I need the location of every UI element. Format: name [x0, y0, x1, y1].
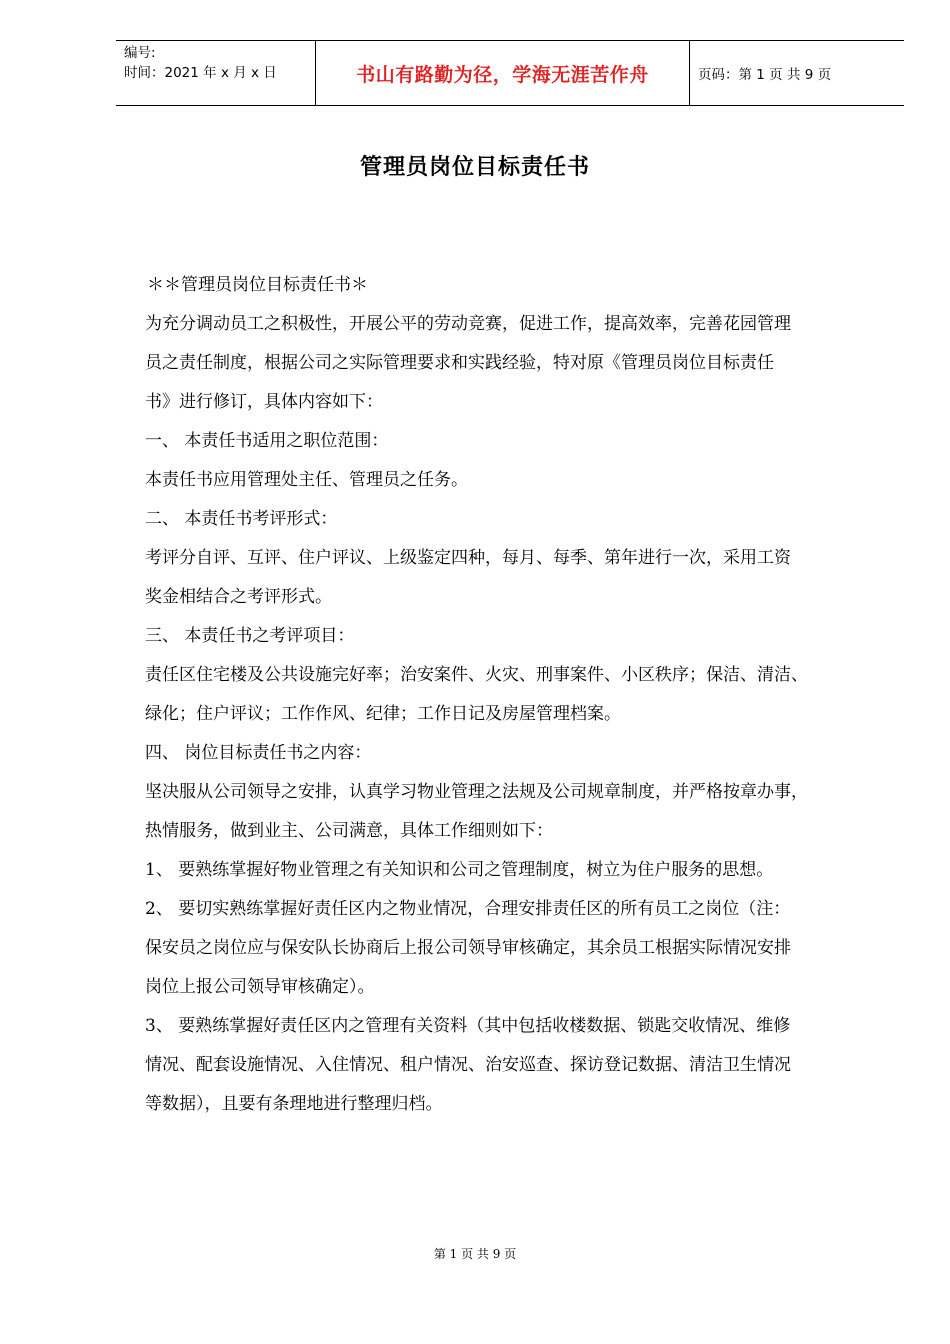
section-heading: 三、 本责任书之考评项目： [145, 626, 355, 646]
body-subtitle: ＊＊管理员岗位目标责任书＊ [147, 275, 368, 295]
page-footer: 第 1 页 共 9 页 [433, 1247, 517, 1261]
section-heading: 二、 本责任书考评形式： [145, 509, 338, 529]
header-table [116, 40, 904, 106]
document-title: 管理员岗位目标责任书 [359, 155, 590, 180]
list-item: 2、 要切实熟练掌握好责任区内之物业情况，合理安排责任区的所有员工之岗位（注： [145, 899, 791, 919]
section-heading: 四、 岗位目标责任书之内容： [145, 743, 372, 763]
section-text: 考评分自评、互评、住户评议、上级鉴定四种，每月、每季、第年进行一次，采用工资 [145, 548, 791, 568]
list-item: 1、 要熟练掌握好物业管理之有关知识和公司之管理制度，树立为住户服务的思想。 [145, 860, 774, 880]
list-item: 3、 要熟练掌握好责任区内之管理有关资料（其中包括收楼数据、锁匙交收情况、维修 [145, 1016, 791, 1036]
header-motto: 书山有路勤为径，学海无涯苦作舟 [316, 41, 690, 105]
intro-line: 书》进行修订，具体内容如下： [145, 392, 383, 412]
header-page-label: 页码：第 1 页 共 9 页 [698, 67, 832, 83]
list-item-continued: 等数据），且要有条理地进行整理归档。 [145, 1094, 443, 1114]
document-number-label: 编号: [124, 45, 156, 61]
document-time-label: 时间：2021 年 x 月 x 日 [124, 65, 277, 81]
section-text: 热情服务，做到业主、公司满意，具体工作细则如下： [145, 821, 553, 841]
list-item-continued: 岗位上报公司领导审核确定）。 [145, 977, 375, 997]
section-text: 本责任书应用管理处主任、管理员之任务。 [145, 470, 468, 490]
section-text: 坚决服从公司领导之安排，认真学习物业管理之法规及公司规章制度，并严格按章办事， [145, 782, 808, 802]
section-text: 奖金相结合之考评形式。 [145, 587, 332, 607]
intro-line: 员之责任制度，根据公司之实际管理要求和实践经验，特对原《管理员岗位目标责任 [145, 353, 774, 373]
section-heading: 一、 本责任书适用之职位范围： [145, 431, 389, 451]
list-item-continued: 保安员之岗位应与保安队长协商后上报公司领导审核确定，其余员工根据实际情况安排 [145, 938, 791, 958]
document-body [145, 266, 890, 1124]
list-item-continued: 情况、配套设施情况、入住情况、租户情况、治安巡查、探访登记数据、清洁卫生情况 [145, 1055, 791, 1075]
section-text: 责任区住宅楼及公共设施完好率；治安案件、火灾、刑事案件、小区秩序；保洁、清洁、 [145, 665, 808, 685]
section-text: 绿化；住户评议；工作作风、纪律；工作日记及房屋管理档案。 [145, 704, 621, 724]
header-meta-cell [116, 41, 316, 105]
intro-line: 为充分调动员工之积极性，开展公平的劳动竞赛，促进工作，提高效率，完善花园管理 [145, 314, 791, 334]
